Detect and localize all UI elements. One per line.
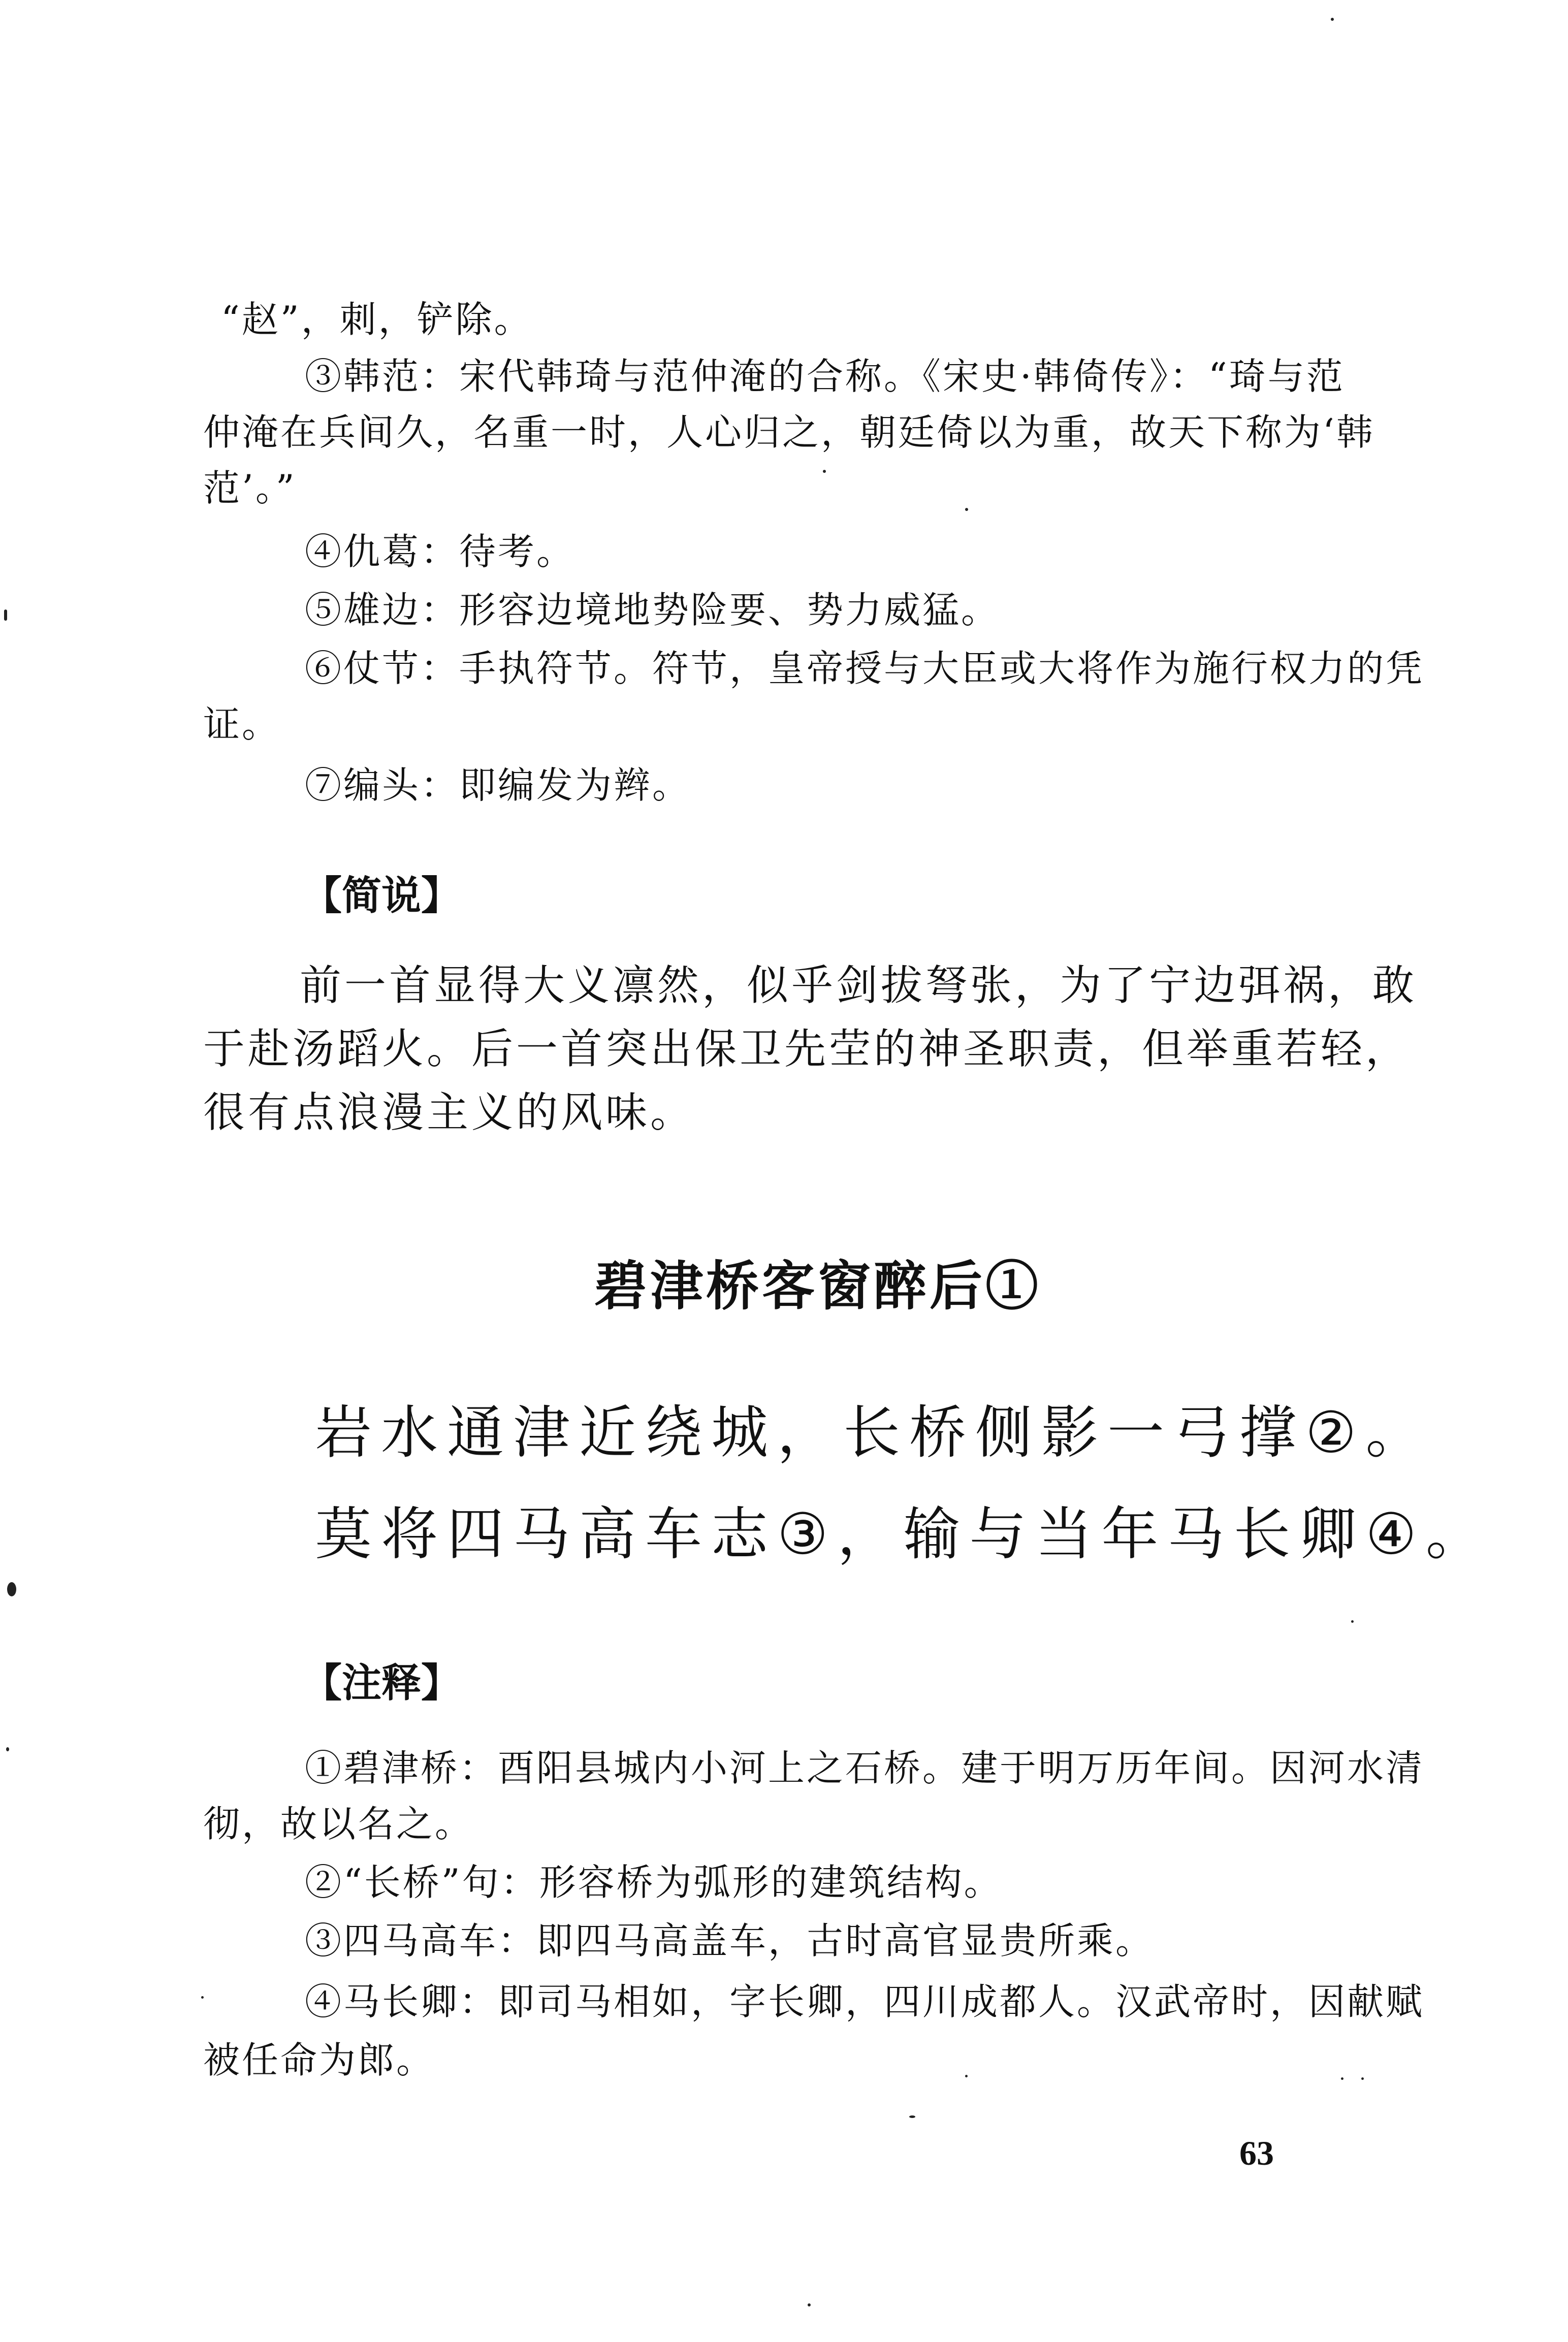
- note-line: 被任命为郎。: [203, 2039, 435, 2081]
- commentary-line: 前一首显得大义凛然，似乎剑拔弩张，为了宁边弭祸，敢: [300, 961, 1418, 1010]
- note-line: ⑥仗节：手执符节。符节，皇帝授与大臣或大将作为施行权力的凭: [305, 647, 1425, 690]
- note-line: 证。: [203, 703, 281, 746]
- commentary-line: 很有点浪漫主义的风味。: [203, 1088, 695, 1137]
- note-line: “赵”，刺，铲除。: [221, 298, 533, 341]
- scan-speck: [1351, 1620, 1354, 1623]
- poem-title: 碧津桥客窗醉后①: [594, 1255, 1042, 1317]
- note-line: ③四马高车：即四马高盖车，古时高官显贵所乘。: [305, 1919, 1155, 1962]
- note-line: 仲淹在兵间久，名重一时，人心归之，朝廷倚以为重，故天下称为‘韩: [203, 411, 1375, 454]
- page-number: 63: [1239, 2134, 1274, 2172]
- poem-line: 岩水通津近绕城，长桥侧影一弓撑②。: [315, 1400, 1432, 1466]
- scan-speck: [7, 1582, 16, 1596]
- note-line: ①碧津桥：酉阳县城内小河上之石桥。建于明万历年间。因河水清: [305, 1747, 1425, 1789]
- section-heading-notes: 【注释】: [302, 1660, 461, 1706]
- section-heading-brief: 【简说】: [302, 873, 461, 919]
- poem-line: 莫将四马高车志③，输与当年马长卿④。: [315, 1501, 1492, 1567]
- scan-speck: [1331, 18, 1334, 21]
- note-line: 彻，故以名之。: [203, 1803, 474, 1845]
- scan-speck: [1361, 2077, 1364, 2080]
- note-line: ④马长卿：即司马相如，字长卿，四川成都人。汉武帝时，因献赋: [305, 1980, 1425, 2023]
- note-line: ③韩范：宋代韩琦与范仲淹的合称。《宋史·韩倚传》：“琦与范: [305, 355, 1345, 398]
- scan-speck: [965, 508, 968, 511]
- scan-speck: [201, 1996, 204, 1999]
- note-line: ⑦编头：即编发为辫。: [305, 764, 691, 807]
- scan-speck: [6, 1747, 9, 1751]
- commentary-line: 于赴汤蹈火。后一首突出保卫先茔的神圣职责，但举重若轻，: [203, 1025, 1411, 1073]
- note-line: 范’。”: [203, 467, 297, 509]
- scan-speck: [4, 609, 7, 621]
- scan-speck: [909, 2115, 915, 2118]
- note-line: ②“长桥”句：形容桥为弧形的建筑结构。: [305, 1861, 1003, 1904]
- scan-speck: [808, 2303, 811, 2306]
- scan-speck: [823, 470, 826, 473]
- note-line: ④仇葛：待考。: [305, 530, 575, 573]
- scan-speck: [1341, 2077, 1343, 2080]
- scan-speck: [965, 2075, 968, 2077]
- note-line: ⑤雄边：形容边境地势险要、势力威猛。: [305, 589, 1000, 631]
